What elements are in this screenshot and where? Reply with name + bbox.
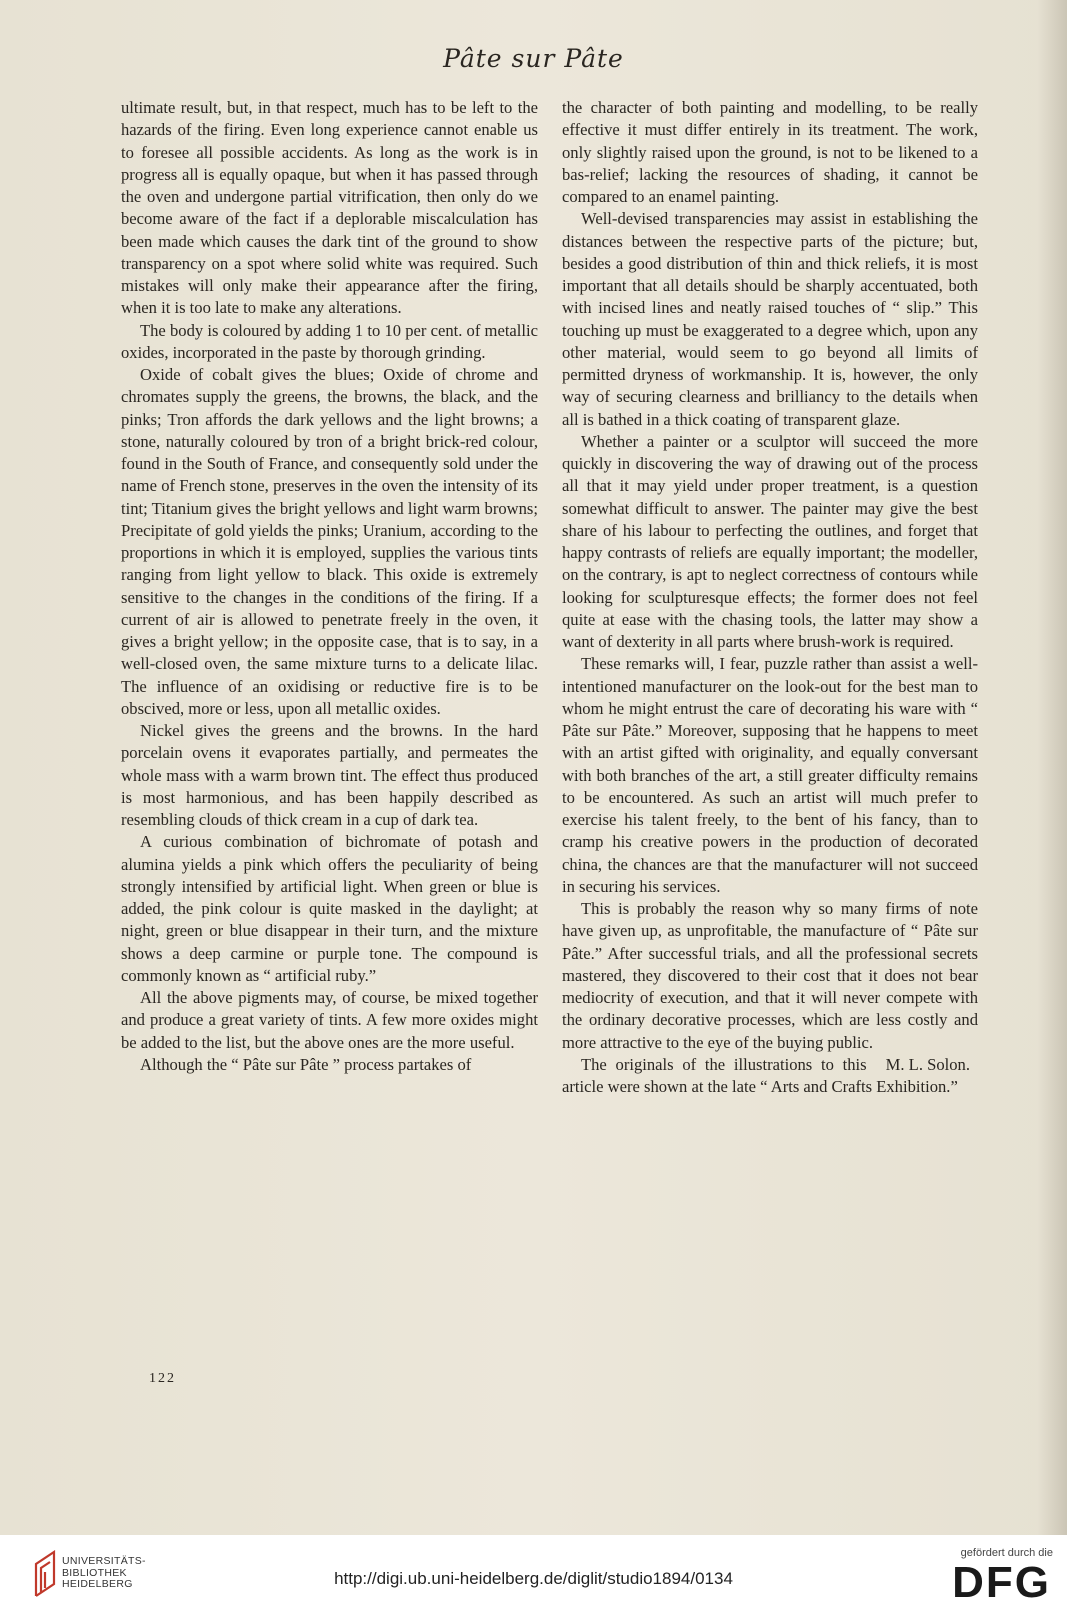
paragraph: Oxide of cobalt gives the blues; Oxide of chrome and chromates supply the greens, the browns, the black, and the pinks; Tron affords the dark yellows and the light browns; a stone, naturally coloured by tron of a bright brick-red colour, found in the South of France, and consequently sold under the name of French stone, preserves in the oven the intensity of its tint; Titanium gives the bright yellows and light warm browns; Precipitate of gold yields the pinks; Uranium, according to the proportions in which it is employed, supplies the various tints ranging from light yellow to black. This oxide is extremely sensitive to the changes in the conditions of the firing. If a current of air is allowed to penetrate freely in the oven, it gives a bright yellow; in the opposite case, that is to say, in a well-closed oven, the same mixture turns to a delicate lilac. The influence of an oxidising or reductive fire is to be obscived, more or less, upon all metallic oxides. [121, 365, 538, 718]
library-name-line: UNIVERSITÄTS- [62, 1555, 146, 1567]
paragraph-with-signature [562, 898, 978, 1074]
paragraph: Although the “ Pâte sur Pâte ” process partakes of [140, 1054, 472, 1074]
author-signature: M. L. Solon. [885, 1054, 970, 1074]
paragraph: ultimate result, but, in that respect, much has to be left to the hazards of the firing. Even long experience cannot enable us to foresee all possible accidents. As long as the work is in progress all is equally opaque, but when it has passed through the oven and undergone partial vitrification, then only do we become aware of the fact if a deplorable miscalculation has been made which causes the dark tint of the ground to show transparency on a spot where solid white was required. Such mistakes will only make their appearance after the firing, when it is too late to make any alterations. [121, 98, 538, 318]
paragraph: The body is coloured by adding 1 to 10 per cent. of metallic oxides, incorporated in the paste by thorough grinding. [121, 320, 538, 362]
digitization-footer [0, 1535, 1067, 1615]
paragraph: All the above pigments may, of course, be mixed together and produce a great variety of tints. A few more oxides might be added to the list, but the above ones are the more useful. [121, 988, 538, 1052]
running-header: Pâte sur Pâte [443, 44, 624, 73]
dfg-logo: DFG [952, 1558, 1051, 1607]
library-name-line: HEIDELBERG [62, 1578, 133, 1590]
permalink-url[interactable]: http://digi.ub.uni-heidelberg.de/diglit/studio1894/0134 [334, 1569, 733, 1588]
closing-note: The originals of the illustrations to this article were shown at the late “ Arts and Crafts Exhibition.” [562, 1054, 958, 1096]
library-name-line: BIBLIOTHEK [62, 1566, 127, 1579]
page-edge-shadow [1037, 0, 1067, 1535]
paragraph: A curious combination of bichromate of potash and alumina yields a pink which offers the peculiarity of being strongly intensified by artificial light. When green or blue is added, the pink colour is quite masked in the daylight; at night, green or blue disappear in their turn, and the mixture shows a deep carmine or purple tone. The compound is commonly known as “ artificial ruby.” [121, 832, 538, 985]
paragraph: These remarks will, I fear, puzzle rather than assist a well-intentioned manufacturer on the look-out for the best man to whom he might entrust the care of decorating his ware with “ Pâte sur Pâte.” Moreover, supposing that he happens to meet with an artist gifted with originality, and equally conversant with both branches of the art, a still greater difficulty remains to be encountered. As such an artist will much prefer to exercise his talent freely, to the bent of his fancy, than to cramp his creative powers in the production of decorated china, the chances are that the manufacturer will not succeed in securing his services. [562, 654, 978, 896]
paragraph: Whether a painter or a sculptor will succeed the more quickly in discovering the way of drawing out of the process all that it may yield under proper treatment, is a question somewhat difficult to answer. The painter may give the best share of his labour to perfecting the outlines, and forget that happy contrasts of reliefs are equally important; the modeller, on the contrary, is apt to neglect correctness of contours while looking for sculpturesque effects; the former does not feel quite at ease with the chasing tools, the latter may show a want of dexterity in all parts where brush-work is required. [562, 431, 978, 651]
paragraph: Well-devised transparencies may assist in establishing the distances between the respective parts of the picture; but, besides a good distribution of thin and thick reliefs, it is most important that all details should be sharply accentuated, both with incised lines and neatly raised touches of “ slip.” This touching up must be exaggerated to a degree which, upon any other material, would seem to go beyond all limits of permitted dryness of workmanship. It is, however, the only way of securing clearness and brilliancy to the details when all is bathed in a thick coating of transparent glaze. [562, 209, 978, 429]
paragraph: Nickel gives the greens and the browns. In the hard porcelain ovens it evaporates partially, and permeates the whole mass with a warm brown tint. The effect thus produced is most harmonious, and has been happily described as resembling clouds of thick cream in a cup of dark tea. [121, 721, 538, 829]
right-column [562, 97, 978, 1098]
paragraph: the character of both painting and modelling, to be really effective it must differ entirely in its treatment. The work, only slightly raised upon the ground, is not to be likened to a bas-relief; lacking the resources of shading, it cannot be compared to an enamel painting. [562, 98, 978, 206]
left-column [121, 97, 538, 1076]
paragraph-text: This is probably the reason why so many firms of note have given up, as unprofitable, the manufacture of “ Pâte sur Pâte.” After successful trials, and all the professional secrets mastered, they discovered to their cost that it does not bear mediocrity of execution, and that it will never compete with the ordinary decorative processes, which are less costly and more attractive to the eye of the buying public. [562, 899, 978, 1052]
page-number: 122 [149, 1371, 176, 1386]
funded-by-text: gefördert durch die [960, 1547, 1053, 1559]
